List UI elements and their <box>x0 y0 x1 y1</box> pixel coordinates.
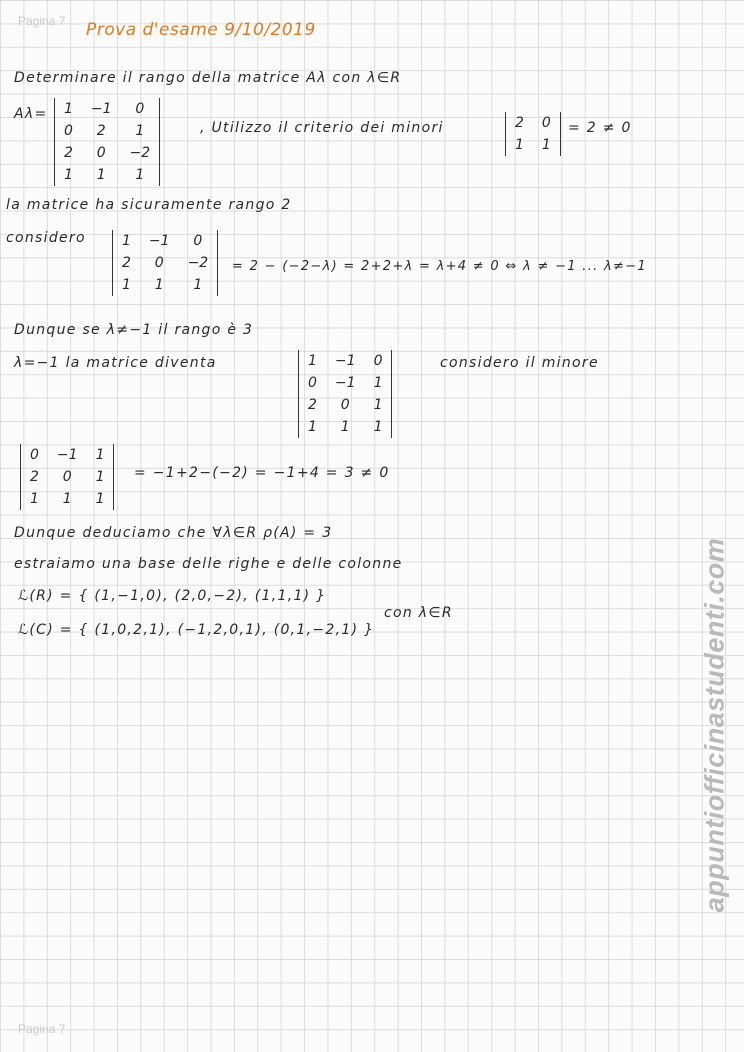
matrix-row <box>21 444 114 466</box>
matrix-cell: 0 <box>62 469 72 485</box>
matrix-cell: 0 <box>373 353 383 369</box>
matrix-row <box>55 120 160 142</box>
matrix-cell: 0 <box>340 397 350 413</box>
matrix-row <box>506 134 561 156</box>
matrix-row <box>21 488 114 510</box>
matrix-cell: 1 <box>154 277 164 293</box>
matrix-row <box>55 164 160 186</box>
line-matrice-diventa: λ=−1 la matrice diventa <box>14 355 217 371</box>
matrix-cell: −2 <box>187 255 209 271</box>
determinant-result: = 2 − (−2−λ) = 2+2+λ = λ+4 ≠ 0 ⇔ λ ≠ −1 ... λ≠−1 <box>232 259 647 274</box>
line-criterio-minori: , Utilizzo il criterio dei minori <box>200 120 444 136</box>
matrix-row <box>55 142 160 164</box>
matrix-cell: 2 <box>515 115 524 131</box>
matrix-cell: 1 <box>122 233 131 249</box>
matrix-cell: 1 <box>373 375 383 391</box>
matrix-cell: −1 <box>334 375 356 391</box>
matrix-cell: 0 <box>30 447 39 463</box>
matrix-cell: 2 <box>122 255 131 271</box>
line-rango-2: la matrice ha sicuramente rango 2 <box>6 197 292 213</box>
matrix-row <box>21 466 114 488</box>
row-space-basis: ℒ(R) = { (1,−1,0), (2,0,−2), (1,1,1) } <box>18 588 327 604</box>
matrix-a-minus-1 <box>298 350 392 438</box>
matrix-cell: 1 <box>95 469 105 485</box>
matrix-cell: 1 <box>340 419 350 435</box>
matrix-cell: −2 <box>129 145 151 161</box>
matrix-cell: −1 <box>334 353 356 369</box>
matrix-cell: 1 <box>308 419 317 435</box>
matrix-cell: 0 <box>64 123 73 139</box>
line-con-lambda: con λ∈R <box>384 605 453 621</box>
minor-3x3 <box>20 444 114 510</box>
matrix-cell: 1 <box>193 277 203 293</box>
matrix-cell: 1 <box>308 353 317 369</box>
matrix-cell: 1 <box>30 491 39 507</box>
matrix-row <box>299 416 392 438</box>
line-rango-3: Dunque se λ≠−1 il rango è 3 <box>14 322 254 338</box>
matrix-cell: 1 <box>122 277 131 293</box>
line-estraiamo-base: estraiamo una base delle righe e delle colonne <box>14 556 403 572</box>
matrix-cell: 0 <box>135 101 145 117</box>
line-considero-minore: considero il minore <box>440 355 599 371</box>
page-label-top: Pagina 7 <box>18 14 66 28</box>
minor-3x3-result: = −1+2−(−2) = −1+4 = 3 ≠ 0 <box>134 465 390 481</box>
watermark: appuntiofficinastudenti.com <box>699 537 730 913</box>
matrix-a <box>54 98 160 186</box>
matrix-cell: 1 <box>62 491 72 507</box>
matrix-row <box>55 98 160 120</box>
matrix-cell: 1 <box>64 101 73 117</box>
minor-result: = 2 ≠ 0 <box>568 120 632 136</box>
matrix-cell: −1 <box>56 447 78 463</box>
matrix-cell: 1 <box>64 167 73 183</box>
matrix-row <box>506 112 561 134</box>
matrix-row <box>113 274 218 296</box>
matrix-cell: 0 <box>193 233 203 249</box>
matrix-cell: 1 <box>96 167 106 183</box>
page-label-bottom: Pagina 7 <box>18 1022 66 1036</box>
matrix-cell: 0 <box>541 115 551 131</box>
matrix-a-label: Aλ= <box>14 106 48 122</box>
matrix-cell: 1 <box>541 137 551 153</box>
matrix-cell: 2 <box>30 469 39 485</box>
matrix-row <box>113 230 218 252</box>
matrix-cell: 0 <box>154 255 164 271</box>
matrix-row <box>299 372 392 394</box>
matrix-row <box>113 252 218 274</box>
matrix-cell: −1 <box>148 233 170 249</box>
matrix-cell: 0 <box>308 375 317 391</box>
matrix-cell: 1 <box>135 123 145 139</box>
matrix-cell: −1 <box>90 101 112 117</box>
matrix-cell: 0 <box>96 145 106 161</box>
minor-2x2 <box>505 112 561 156</box>
matrix-cell: 1 <box>135 167 145 183</box>
matrix-cell: 1 <box>373 397 383 413</box>
line-determinare: Determinare il rango della matrice Aλ con λ∈R <box>14 70 402 86</box>
page-title: Prova d'esame 9/10/2019 <box>86 20 316 40</box>
determinant-3x3 <box>112 230 218 296</box>
matrix-row <box>299 350 392 372</box>
matrix-cell: 1 <box>515 137 524 153</box>
matrix-cell: 2 <box>96 123 106 139</box>
matrix-cell: 1 <box>373 419 383 435</box>
line-deduciamo: Dunque deduciamo che ∀λ∈R ρ(A) = 3 <box>14 525 333 541</box>
matrix-cell: 2 <box>308 397 317 413</box>
matrix-cell: 1 <box>95 447 105 463</box>
matrix-row <box>299 394 392 416</box>
matrix-cell: 1 <box>95 491 105 507</box>
line-considero: considero <box>6 230 86 246</box>
column-space-basis: ℒ(C) = { (1,0,2,1), (−1,2,0,1), (0,1,−2,1) } <box>18 622 375 638</box>
matrix-cell: 2 <box>64 145 73 161</box>
